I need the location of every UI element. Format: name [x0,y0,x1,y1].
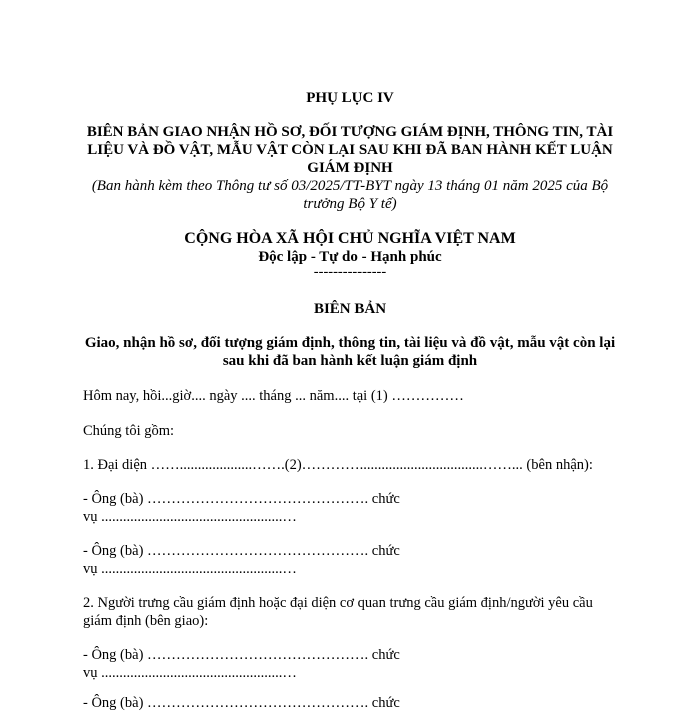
item-2-giver-line-1: 2. Người trưng cầu giám định hoặc đại diện cơ quan trưng cầu giám định/người yêu cầu [83,595,593,611]
issued-note-line-2: trưởng Bộ Y tế) [303,196,397,212]
receiver-person-1: - Ông (bà) ………………………………………. chức [83,491,400,507]
issued-note-line-1: (Ban hành kèm theo Thông tư số 03/2025/TT-BYT ngày 13 tháng 01 năm 2025 của Bộ [91,178,609,194]
title-divider: --------------- [313,264,387,280]
today-line: Hôm nay, hồi...giờ.... ngày .... tháng ... năm.... tại (1) …………… [83,388,464,404]
form-title-line-1: BIÊN BẢN GIAO NHẬN HỒ SƠ, ĐỐI TƯỢNG GIÁM ĐỊNH, THÔNG TIN, TÀI [86,124,614,140]
giver-position-1: vụ ..................................................… [83,665,297,681]
item-1-receiver: 1. Đại diện ……....................…….(2)…………..................................……... (bên nhận): [83,457,593,473]
item-2-giver-line-2: giám định (bên giao): [83,613,209,629]
giver-person-2: - Ông (bà) ………………………………………. chức [83,695,400,711]
receiver-person-2: - Ông (bà) ………………………………………. chức [83,543,400,559]
document-subtitle-line-1: Giao, nhận hồ sơ, đối tượng giám định, thông tin, tài liệu và đồ vật, mẫu vật còn lại [84,335,616,351]
receiver-position-2: vụ ..................................................… [83,561,297,577]
document-title: BIÊN BẢN [313,301,387,317]
document-subtitle-line-2: sau khi đã ban hành kết luận giám định [222,353,478,369]
receiver-position-1: vụ ..................................................… [83,509,297,525]
giver-person-1: - Ông (bà) ………………………………………. chức [83,647,400,663]
national-title: CỘNG HÒA XÃ HỘI CHỦ NGHĨA VIỆT NAM [184,230,516,247]
motto: Độc lập - Tự do - Hạnh phúc [258,249,442,265]
appendix-title: PHỤ LỤC IV [306,90,394,106]
form-title-line-2: LIỆU VÀ ĐỒ VẬT, MẪU VẬT CÒN LẠI SAU KHI ĐÃ BAN HÀNH KẾT LUẬN [87,142,613,158]
we-are-label: Chúng tôi gồm: [83,423,175,439]
form-title-line-3: GIÁM ĐỊNH [307,160,393,176]
